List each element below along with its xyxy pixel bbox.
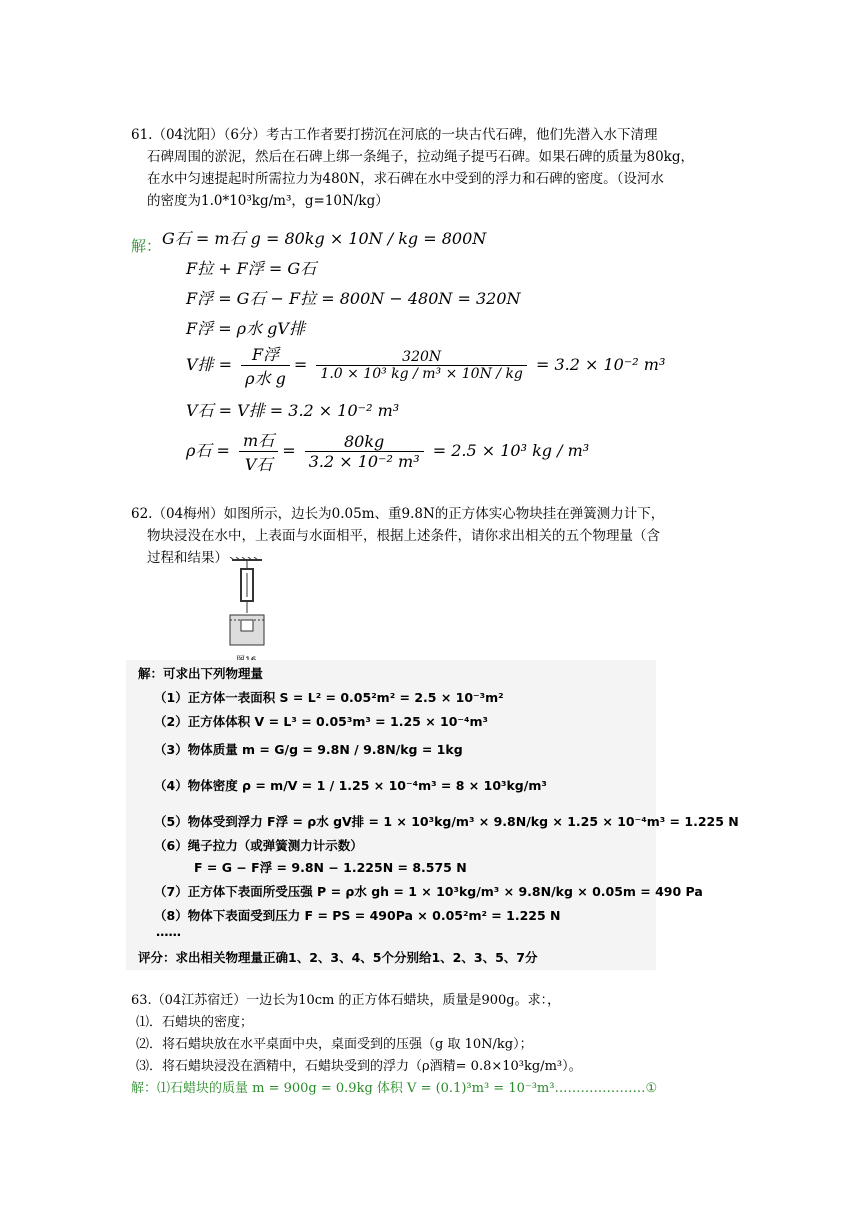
solution-61-label: 解： [131,237,162,255]
question-61 [131,124,731,212]
question-62 [131,503,731,569]
eq-7-lhs: ρ石 = [186,441,230,460]
eq-5-den-2: 1.0 × 10³ kg / m³ × 10N / kg [320,366,523,382]
scan-line-7: （7）正方体下表面所受压强 P = ρ水 gh = 1 × 10³kg/m³ × 9.8N/kg × 0.05m = 490 Pa [154,884,703,899]
eq-7-rhs: = 2.5 × 10³ kg / m³ [432,441,590,460]
scan-line-8: （8）物体下表面受到压力 F = PS = 490Pa × 0.05²m² = 1.225 N [154,908,561,923]
scan-line-4: （4）物体密度 ρ = m/V = 1 / 1.25 × 10⁻⁴m³ = 8 × 10³kg/m³ [154,778,547,793]
eq-7-num-2: 80kg [305,432,424,452]
eq-5-frac-1 [241,342,290,389]
q63-line2: ⑴．石蜡块的密度； [136,1015,254,1030]
eq-5-num-1: F浮 [241,342,290,366]
figure-16 [222,557,272,665]
eq-5: V排 = $\frac{\text{F浮}}{\text{ρ水 g}}$ = $\frac{320N}{\text{1.0 × 10³ kg / m³ × 10N / kg}}$ = 3.2 × 10⁻² m³ [186,342,665,389]
scan-line-2: （2）正方体体积 V = L³ = 0.05³m³ = 1.25 × 10⁻⁴m³ [154,714,488,729]
eq-5-rhs: = 3.2 × 10⁻² m³ [535,355,666,374]
eq-7-den-2: 3.2 × 10⁻² m³ [308,452,420,471]
scan-line-10: 评分：求出相关物理量正确1、2、3、4、5个分别给1、2、3、5、7分 [138,950,538,965]
q63-line3: ⑵．将石蜡块放在水平桌面中央，桌面受到的压强（g 取 10N/kg）； [136,1037,533,1052]
spring-scale-beaker-diagram [222,557,272,665]
scan-line-0: 解：可求出下列物理量 [138,666,264,681]
eq-7-frac-1 [239,428,278,475]
q62-line2: 物块浸没在水中，上表面与水面相平，根据上述条件，请你求出相关的五个物理量（含 [147,528,660,544]
scan-line-6: （6）绳子拉力（或弹簧测力计示数） [154,838,363,853]
q61-line2: 石碑周围的淤泥，然后在石碑上绑一条绳子，拉动绳子提丐石碑。如果石碑的质量为80kg， [147,149,694,165]
q61-line3: 在水中匀速提起时所需拉力为480N，求石碑在水中受到的浮力和石碑的密度。（设河水 [147,171,664,187]
q62-line3: 过程和结果） [147,550,228,566]
eq-4: F浮 = ρ水 gV排 [186,319,305,338]
q63-line4: ⑶．将石蜡块浸没在酒精中，石蜡块受到的浮力（ρ酒精= 0.8×10³kg/m³）。 [136,1059,582,1074]
q62-line1: 62.（04梅州）如图所示，边长为0.05m、重9.8N的正方体实心物块挂在弹簧测力计下， [131,506,665,522]
scan-line-5: （5）物体受到浮力 F浮 = ρ水 gV排 = 1 × 10³kg/m³ × 9.8N/kg × 1.25 × 10⁻⁴m³ = 1.225 N [154,814,739,829]
eq-6: V石 = V排 = 3.2 × 10⁻² m³ [186,401,400,420]
q63-solution: 解：⑴石蜡块的质量 m = 900g = 0.9kg 体积 V = (0.1)³m³ = 10⁻³m³…………………① [131,1081,658,1096]
eq-7-den-1: V石 [244,455,273,474]
eq-2: F拉 + F浮 = G石 [186,259,317,278]
eq-1: G石 = m石 g = 80kg × 10N / kg = 800N [162,229,487,248]
eq-3: F浮 = G石 − F拉 = 800N − 480N = 320N [186,289,521,308]
q63-line1: 63.（04江苏宿迁）一边长为10cm 的正方体石蜡块，质量是900g。求：， [131,993,561,1008]
eq-5-num-2: 320N [316,349,526,366]
scan-line-3: （3）物体质量 m = G/g = 9.8N / 9.8N/kg = 1kg [154,742,463,757]
scanned-solution-62 [126,660,739,970]
eq-5-frac-2 [316,349,526,382]
eq-5-den-1: ρ水 g [245,369,286,388]
eq-7: ρ石 = $\frac{\text{m石}}{\text{V石}}$ = $\frac{80kg}{\text{3.2 × 10⁻² m³}}$ = 2.5 × 10³ kg / m³ [186,428,589,475]
scan-line-1: （1）正方体一表面积 S = L² = 0.05²m² = 2.5 × 10⁻³m² [154,690,504,705]
eq-7-num-1: m石 [239,428,278,452]
q61-line4: 的密度为1.0*10³kg/m³，g=10N/kg） [147,193,389,209]
eq-7-frac-2 [305,432,424,471]
scan-line-9: …… [156,924,181,939]
scan-line-6b: F = G − F浮 = 9.8N − 1.225N = 8.575 N [194,860,467,875]
eq-5-lhs: V排 = [186,355,233,374]
q61-line1: 61.（04沈阳）（6分）考古工作者要打捞沉在河底的一块古代石碑，他们先潜入水下清理 [131,127,658,143]
